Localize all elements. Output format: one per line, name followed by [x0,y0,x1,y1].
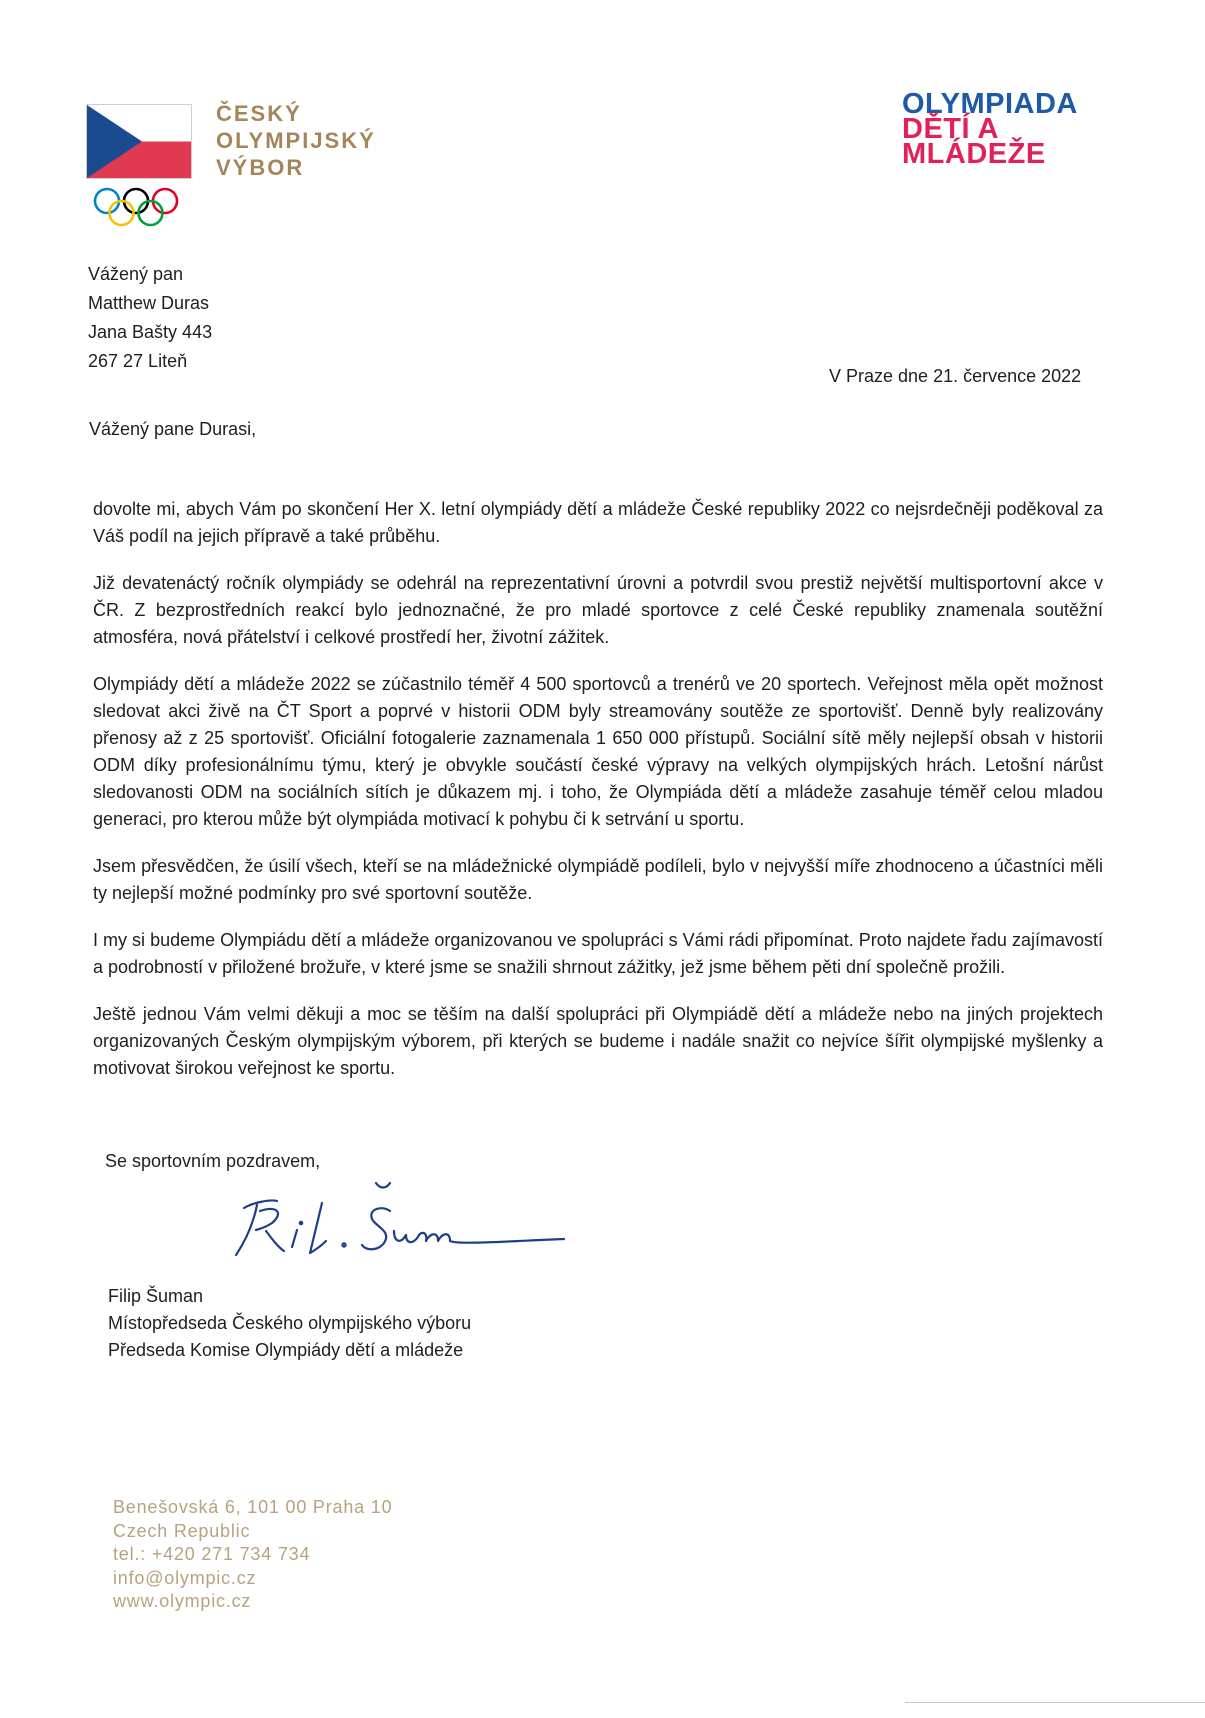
odm-logo-line: MLÁDEŽE [902,138,1046,170]
footer-address: Benešovská 6, 101 00 Praha 10 [113,1497,393,1517]
olympic-rings-icon [92,184,192,234]
coc-logo [86,101,386,234]
footer-country: Czech Republic [113,1520,251,1541]
recipient-street: Jana Bašty 443 [88,322,213,342]
recipient-address [88,260,212,376]
odm-logo [902,88,1078,170]
footer-contact [113,1496,392,1614]
body-paragraph: Ještě jednou Vám velmi děkuji a moc se těším na další spolupráci při Olympiádě dětí a mládeže nebo na jiných projektech organizovaných Českým olympijským výborem, při kterých se budeme i nadále snažit co nejvíce šířit olympijské myšlenky a motivovat širokou veřejnost ke sportu. [93,1004,1103,1078]
signatory-name: Filip Šuman [108,1286,204,1306]
footer-phone: tel.: +420 271 734 734 [113,1544,311,1564]
footer-website[interactable]: www.olympic.cz [113,1591,252,1611]
body-paragraph: dovolte mi, abych Vám po skončení Her X. letní olympiády dětí a mládeže České republiky 2022 co nejsrdečněji poděkoval za Váš podíl na jejich přípravě a také průběhu. [93,499,1103,546]
recipient-line: Vážený pan [88,264,184,284]
body-paragraph: Jsem přesvědčen, že úsilí všech, kteří se na mládežnické olympiádě podíleli, bylo v nejvyšší míře zhodnoceno a účastníci měli ty nejlepší možné podmínky pro své sportovní soutěže. [93,856,1103,903]
body-paragraph: Olympiády dětí a mládeže 2022 se zúčastnilo téměř 4 500 sportovců a trenérů ve 20 sportech. Veřejnost měla opět možnost sledovat akci živě na ČT Sport a poprvé v historii ODM byly streamovány soutěže ze sportovišť. Denně byly realizovány přenosy až z 25 sportovišť. Oficiální fotogalerie zaznamenala 1 650 000 přístupů. Sociální sítě měly nejlepší obsah v historii ODM díky profesionálnímu týmu, který je obvykle součástí české výpravy na velkých olympijských hrách. Letošní nárůst sledovanosti ODM na sociálních sítích je důkazem mj. i toho, že Olympiáda dětí a mládeže zasahuje téměř celou mladou generaci, pro kterou může být olympiáda motivací k pohybu či k setrvání u sportu. [93,674,1103,829]
recipient-name: Matthew Duras [88,293,210,313]
coc-name-line: OLYMPIJSKÝ [216,128,376,153]
recipient-city: 267 27 Liteň [88,351,188,371]
coc-name-line: VÝBOR [216,155,305,180]
coc-name-line: ČESKÝ [216,101,302,126]
footer-email[interactable]: info@olympic.cz [113,1567,257,1588]
odm-logo-line: DĚTÍ A [902,113,999,145]
salutation: Vážený pane Durasi, [89,419,257,439]
signatory-title: Místopředseda Českého olympijského výboru [108,1313,472,1333]
body-paragraph: I my si budeme Olympiádu dětí a mládeže organizovanou ve spolupráci s Vámi rádi připomínat. Proto najdete řadu zajímavostí a podrobností v přiložené brožuře, v které jsme se snažili shrnout zážitky, jež jsme během pěti dní společně prožili. [93,930,1103,977]
letter-body [93,496,1103,1102]
divider [905,1702,1205,1703]
czech-flag-icon [86,104,192,179]
letter-date: V Praze dne 21. července 2022 [829,366,1082,386]
coc-name [216,100,376,181]
body-paragraph: Již devatenáctý ročník olympiády se odehrál na reprezentativní úrovni a potvrdil svou prestiž největší multisportovní akce v ČR. Z bezprostředních reakcí bylo jednoznačné, že pro mladé sportovce z celé České republiky znamenala soutěžní atmosféra, nová přátelství i celkové prostředí her, životní zážitek. [93,573,1103,647]
closing: Se sportovním pozdravem, [105,1151,321,1171]
signatory [108,1283,471,1364]
odm-logo-line: OLYMPIADA [902,88,1078,120]
signature-icon [222,1175,622,1270]
signatory-title: Předseda Komise Olympiády dětí a mládeže [108,1340,464,1360]
